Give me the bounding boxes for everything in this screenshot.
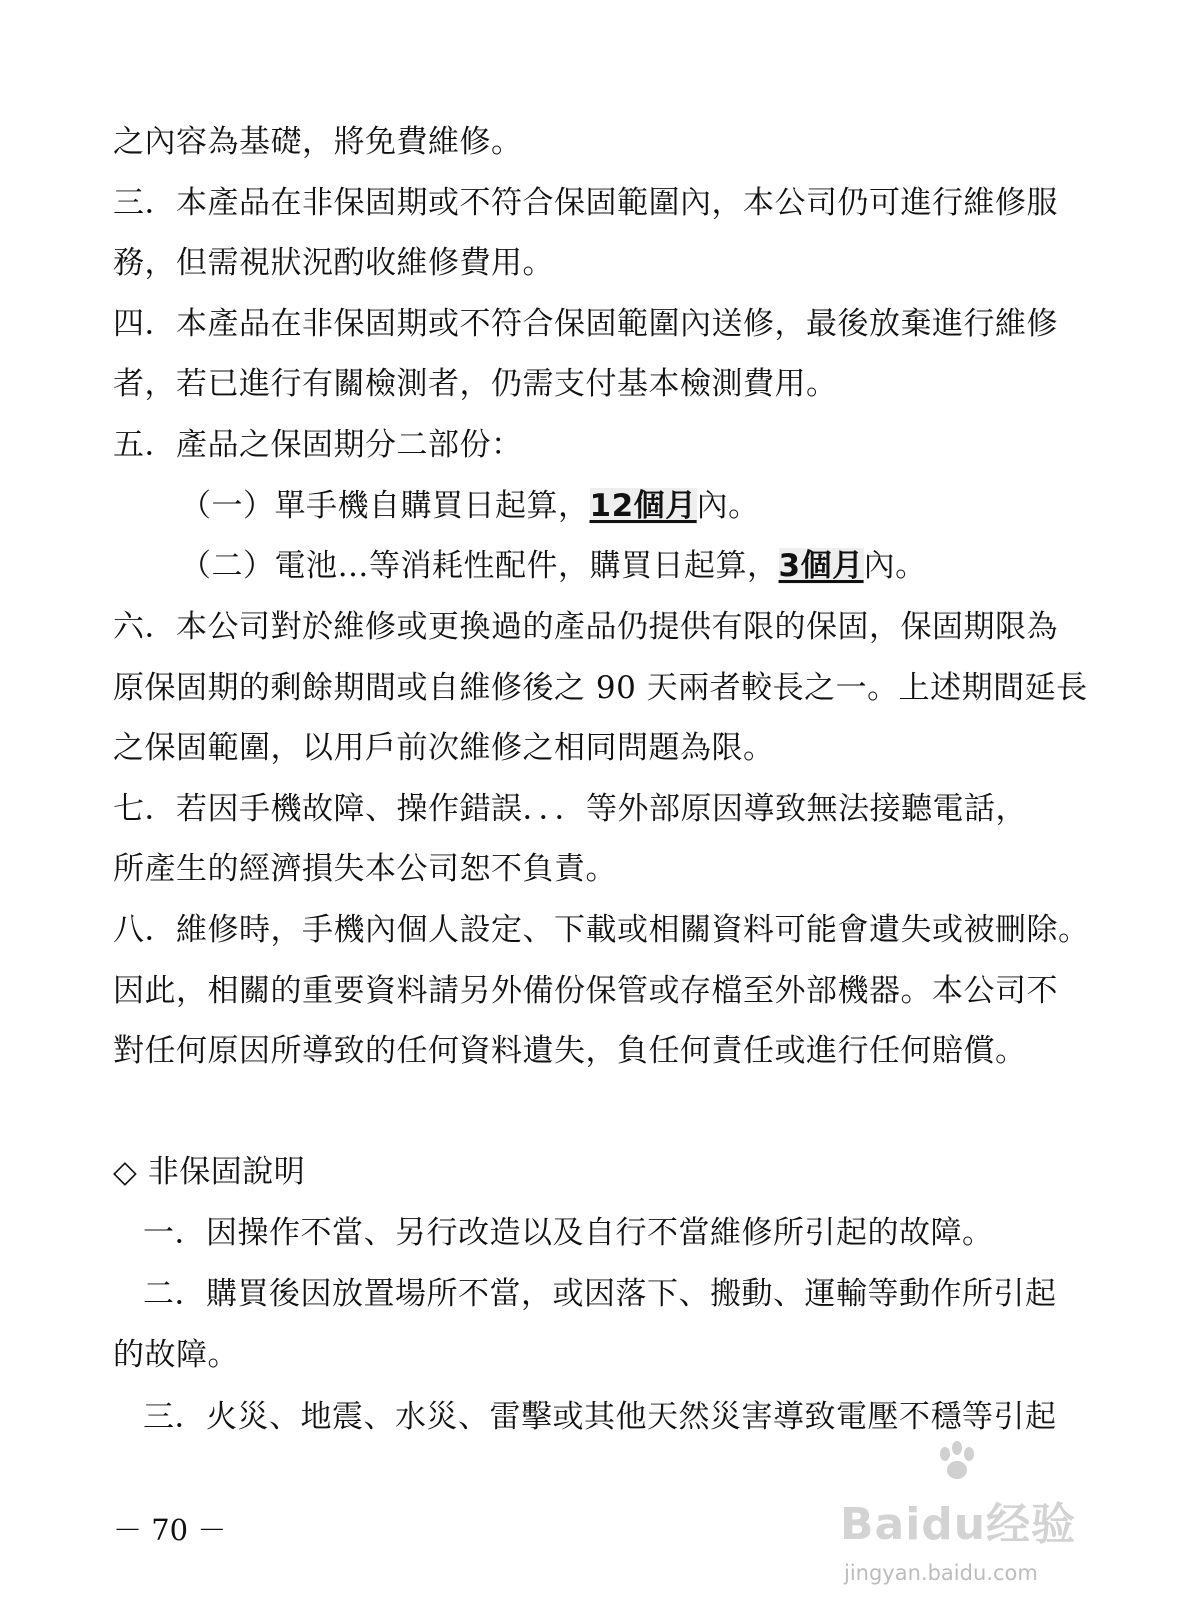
paragraph-line: 四．本產品在非保固期或不符合保固範圍內送修，最後放棄進行維修	[113, 306, 1058, 342]
paragraph-line: 七．若因手機故障、操作錯誤．．．等外部原因導致無法接聽電話，	[113, 791, 1027, 827]
warranty-duration-highlight: 12個月	[589, 488, 697, 524]
warranty-item-battery	[180, 546, 927, 586]
paragraph-line: 對任何原因所導致的任何資料遺失，負任何責任或進行任何賠償。	[113, 1033, 1027, 1069]
watermark-url: jingyan.baidu.com	[844, 1561, 1038, 1585]
paragraph-line: 之保固範圍，以用戶前次維修之相同問題為限。	[113, 730, 775, 766]
paragraph-line: 三．火災、地震、水災、雷擊或其他天然災害導致電壓不穩等引起	[143, 1399, 1057, 1435]
paragraph-line: 之內容為基礎，將免費維修。	[113, 124, 523, 160]
paw-icon	[935, 1440, 979, 1484]
paragraph-line: 者，若已進行有關檢測者，仍需支付基本檢測費用。	[113, 366, 838, 402]
paragraph-line: 所產生的經濟損失本公司恕不負責。	[113, 851, 617, 887]
paragraph-line: 務，但需視狀況酌收維修費用。	[113, 245, 554, 281]
paragraph-line: 的故障。	[113, 1337, 239, 1373]
item-suffix: 內。	[696, 488, 760, 524]
paragraph-line: 因此，相關的重要資料請另外備份保管或存檔至外部機器。本公司不	[113, 973, 1058, 1009]
item-prefix: （一）單手機自購買日起算，	[180, 488, 590, 524]
warranty-duration-highlight: 3個月	[778, 548, 864, 584]
warranty-item-phone	[180, 486, 760, 526]
watermark	[840, 1500, 1090, 1596]
paragraph-line: 八．維修時，手機內個人設定、下載或相關資料可能會遺失或被刪除。	[113, 912, 1090, 948]
watermark-logo: Baidu经验	[840, 1499, 1077, 1550]
paragraph-line: 二．購買後因放置場所不當，或因落下、搬動、運輸等動作所引起	[143, 1276, 1057, 1312]
item-suffix: 內。	[863, 548, 927, 584]
paragraph-line: 六．本公司對於維修或更換過的產品仍提供有限的保固，保固期限為	[113, 609, 1058, 645]
paragraph-line: 原保固期的剩餘期間或自維修後之 90 天兩者較長之一。上述期間延長	[113, 670, 1088, 706]
paragraph-line: 五．產品之保固期分二部份：	[113, 427, 523, 463]
section-heading: ◇ 非保固說明	[113, 1154, 306, 1190]
paragraph-line: 一．因操作不當、另行改造以及自行不當維修所引起的故障。	[143, 1215, 994, 1251]
paragraph-line: 三．本產品在非保固期或不符合保固範圍內，本公司仍可進行維修服	[113, 185, 1058, 221]
page-number: － 70 －	[113, 1513, 227, 1547]
item-prefix: （二）電池…等消耗性配件，購買日起算，	[180, 548, 779, 584]
